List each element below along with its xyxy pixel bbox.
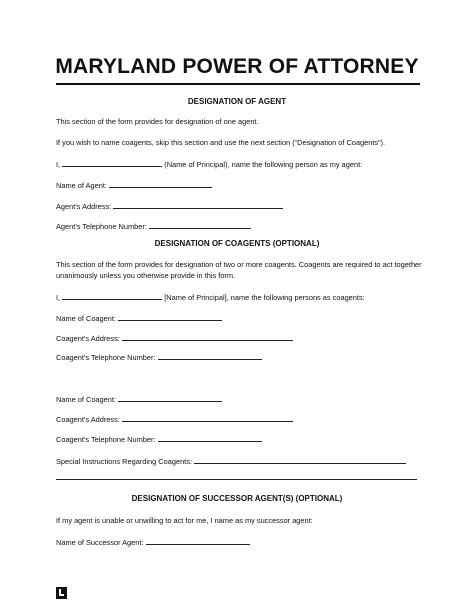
coagent-1-address-label: Coagent's Address: [56,334,120,343]
coagent-2-phone-label: Coagent's Telephone Number: [56,435,156,444]
successor-name-line [56,537,426,548]
title-underline [56,83,420,85]
coagent-2-phone-line [56,434,426,445]
agent-name-field[interactable] [109,180,212,188]
principal-prefix: I, [56,160,61,169]
agent-section-heading: DESIGNATION OF AGENT [187,97,287,106]
coagent-principal-line [56,292,426,303]
coagent-principal-prefix: I, [56,293,61,302]
coagent-1-phone-line [56,352,426,363]
agent-address-label: Agent's Address: [56,202,112,211]
successor-name-label: Name of Successor Agent: [56,538,144,547]
coagent-2-name-field[interactable] [118,394,222,402]
principal-name-field[interactable] [62,159,162,167]
coagent-1-address-line [56,333,426,344]
coagent-instructions-label: Special Instructions Regarding Coagents: [56,457,192,466]
agent-address-line [56,201,426,212]
coagent-2-address-line [56,414,426,425]
coagent-section-heading: DESIGNATION OF COAGENTS (OPTIONAL) [154,239,320,248]
coagent-2-address-field[interactable] [122,414,293,422]
coagent-section-intro: This section of the form provides for designation of two or more coagents. Coagents are required to act together unanimously unless you otherwise provide in this form. [56,260,422,280]
agent-name-line [56,180,426,191]
coagent-1-name-label: Name of Coagent: [56,314,116,323]
coagent-principal-suffix: [Name of Principal], name the following persons as coagents: [164,293,365,302]
coagent-2-name-line [56,394,426,405]
agent-section-coagent-note: If you wish to name coagents, skip this section and use the next section (“Designation of Coagents”). [56,138,386,147]
coagent-instructions-field[interactable] [194,456,406,464]
coagent-1-name-field[interactable] [118,313,222,321]
successor-name-field[interactable] [146,537,250,545]
successor-section-intro: If my agent is unable or unwilling to act for me, I name as my successor agent: [56,516,313,525]
coagent-2-phone-field[interactable] [158,434,262,442]
coagent-1-phone-field[interactable] [158,352,262,360]
coagent-2-name-label: Name of Coagent: [56,395,116,404]
coagent-instructions-continuation-line[interactable] [56,479,417,480]
principal-suffix: (Name of Principal), name the following person as my agent: [164,160,363,169]
successor-section-heading: DESIGNATION OF SUCCESSOR AGENT(S) (OPTIONAL) [131,494,343,503]
agent-phone-line [56,221,426,232]
agent-phone-label: Agent's Telephone Number: [56,222,147,231]
agent-name-label: Name of Agent: [56,181,107,190]
coagent-principal-name-field[interactable] [62,292,162,300]
coagent-1-phone-label: Coagent's Telephone Number: [56,353,156,362]
agent-phone-field[interactable] [149,221,251,229]
agent-section-intro: This section of the form provides for designation of one agent. [56,117,259,126]
coagent-2-address-label: Coagent's Address: [56,415,120,424]
legal-templates-logo-icon [56,587,67,599]
coagent-1-address-field[interactable] [122,333,293,341]
agent-principal-line [56,159,426,170]
agent-address-field[interactable] [113,201,283,209]
coagent-instructions-line [56,456,426,467]
document-title: MARYLAND POWER OF ATTORNEY [55,55,419,78]
coagent-1-name-line [56,313,426,324]
